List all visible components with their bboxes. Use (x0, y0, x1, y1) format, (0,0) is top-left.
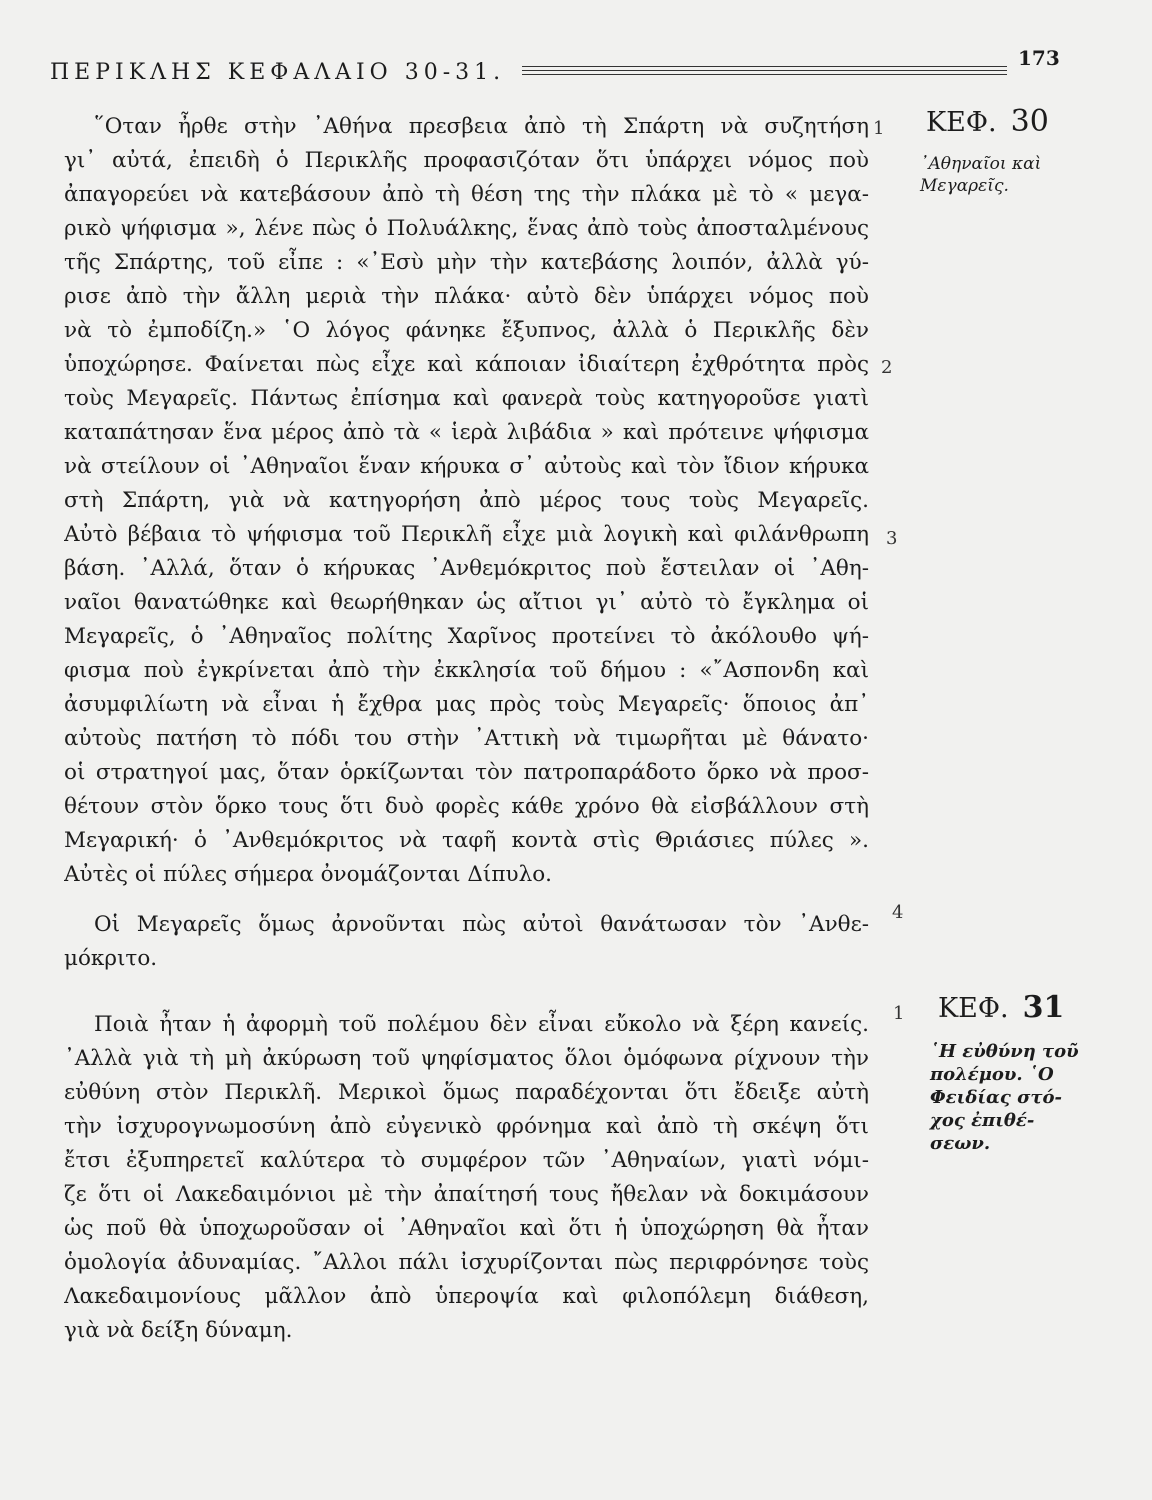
text-line: θέτουν στὸν ὅρκο τους ὅτι δυὸ φορὲς κάθε χρόνο θὰ εἰσβάλλουν στὴ (64, 794, 869, 819)
text-line: ἀσυμφιλίωτη νὰ εἶναι ἡ ἔχθρα μας πρὸς τοὺς Μεγαρεῖς· ὅποιος ἀπ᾿ (64, 692, 869, 717)
text-line: Ποιὰ ἦταν ἡ ἀφορμὴ τοῦ πολέμου δὲν εἶναι εὔκολο νὰ ξέρη κανείς. (94, 1012, 869, 1037)
summary-line: ᾿Αθηναῖοι καὶ (920, 154, 1042, 174)
text-line: ρισε ἀπὸ τὴν ἄλλη μεριὰ τὴν πλάκα· αὐτὸ δὲν ὑπάρχει νόμος ποὺ (64, 284, 869, 309)
text-line: τῆς Σπάρτης, τοῦ εἶπε : «᾿Εσὺ μὴν τὴν κατεβάσης λοιπόν, ἀλλὰ γύ- (64, 250, 869, 275)
sentence-number: 2 (881, 357, 893, 378)
text-line: ὡς ποῦ θὰ ὑποχωροῦσαν οἱ ᾿Αθηναῖοι καὶ ὅτι ἡ ὑποχώρηση θὰ ἦταν (64, 1216, 869, 1241)
text-line: νὰ τὸ ἐμποδίζη.» ῾Ο λόγος φάνηκε ἔξυπνος, ἀλλὰ ὁ Περικλῆς δὲν (64, 318, 869, 343)
chapter-31-summary (930, 1040, 1110, 1155)
summary-line: σεων. (930, 1133, 991, 1154)
summary-line: Φειδίας στό- (930, 1087, 1062, 1108)
text-line: αὐτοὺς πατήση τὸ πόδι του στὴν ᾿Αττικὴ νὰ τιμωρῆται μὲ θάνατο· (64, 726, 869, 751)
chapter-30-summary (920, 153, 1100, 197)
text-line: Μεγαρεῖς, ὁ ᾿Αθηναῖος πολίτης Χαρῖνος προτείνει τὸ ἀκόλουθο ψή- (64, 624, 869, 649)
text-line: Αὐτὲς οἱ πύλες σήμερα ὀνομάζονται Δίπυλο. (64, 862, 552, 887)
summary-line: χος ἐπιθέ- (930, 1110, 1035, 1131)
text-line: ὑποχώρησε. Φαίνεται πὼς εἶχε καὶ κάποιαν ἰδιαίτερη ἐχθρότητα πρὸς (64, 352, 869, 377)
running-header-title: ΠΕΡΙΚΛΗΣ ΚΕΦΑΛΑΙΟ 30-31. (50, 60, 506, 85)
text-line: Οἱ Μεγαρεῖς ὅμως ἀρνοῦνται πὼς αὐτοὶ θανάτωσαν τὸν ᾿Ανθε- (94, 912, 869, 937)
text-line: τοὺς Μεγαρεῖς. Πάντως ἐπίσημα καὶ φανερὰ τοὺς κατηγοροῦσε γιατὶ (64, 386, 869, 411)
text-line: φισμα ποὺ ἐγκρίνεται ἀπὸ τὴν ἐκκλησία τοῦ δήμου : «῎Ασπονδη καὶ (64, 658, 869, 683)
text-line: ἔτσι ἐξυπηρετεῖ καλύτερα τὸ συμφέρον τῶν ᾿Αθηναίων, γιατὶ νόμι- (64, 1148, 869, 1173)
text-line: Αὐτὸ βέβαια τὸ ψήφισμα τοῦ Περικλῆ εἶχε μιὰ λογικὴ καὶ φιλάνθρωπη (64, 522, 869, 547)
text-line: οἱ στρατηγοί μας, ὅταν ὁρκίζωνται τὸν πατροπαράδοτο ὅρκο νὰ προσ- (64, 760, 869, 785)
text-line: βάση. ᾿Αλλά, ὅταν ὁ κήρυκας ᾿Ανθεμόκριτος ποὺ ἔστειλαν οἱ ᾿Αθη- (64, 556, 869, 581)
chapter-30-heading (926, 104, 1049, 139)
summary-line: πολέμου. ῾Ο (930, 1064, 1054, 1085)
text-line: ζε ὅτι οἱ Λακεδαιμόνιοι μὲ τὴν ἀπαίτησή τους ἤθελαν νὰ δοκιμάσουν (64, 1182, 869, 1207)
text-line: ᾿Αλλὰ γιὰ τὴ μὴ ἀκύρωση τοῦ ψηφίσματος ὅλοι ὁμόφωνα ρίχνουν τὴν (64, 1046, 869, 1071)
chapter-number: 30 (1010, 104, 1049, 139)
chapter-30-paragraph-1 (64, 110, 869, 892)
text-line: Λακεδαιμονίους μᾶλλον ἀπὸ ὑπεροψία καὶ φιλοπόλεμη διάθεση, (64, 1284, 869, 1309)
sentence-number: 3 (886, 528, 898, 549)
text-line: γιὰ νὰ δείξη δύναμη. (64, 1318, 293, 1343)
text-line: καταπάτησαν ἕνα μέρος ἀπὸ τὰ « ἱερὰ λιβάδια » καὶ πρότεινε ψήφισμα (64, 420, 869, 445)
header-rule (522, 66, 1007, 76)
sentence-number: 1 (893, 1003, 905, 1024)
text-line: ναῖοι θανατώθηκε καὶ θεωρήθηκαν ὡς αἴτιοι γι᾿ αὐτὸ τὸ ἔγκλημα οἱ (64, 590, 869, 615)
chapter-30-paragraph-2 (64, 908, 869, 976)
text-line: μόκριτο. (64, 946, 158, 971)
chapter-label: ΚΕΦ. (938, 993, 1009, 1024)
chapter-31-heading (938, 990, 1064, 1025)
chapter-number: 31 (1022, 990, 1065, 1025)
text-line: νὰ στείλουν οἱ ᾿Αθηναῖοι ἕναν κήρυκα σ᾿ αὐτοὺς καὶ τὸν ἴδιον κήρυκα (64, 454, 869, 479)
text-line: ὁμολογία ἀδυναμίας. ῎Αλλοι πάλι ἰσχυρίζονται πὼς περιφρόνησε τοὺς (64, 1250, 869, 1275)
text-line: γι᾿ αὐτά, ἐπειδὴ ὁ Περικλῆς προφασιζόταν ὅτι ὑπάρχει νόμος ποὺ (64, 148, 869, 173)
chapter-label: ΚΕΦ. (926, 107, 997, 138)
text-line: ρικὸ ψήφισμα », λένε πὼς ὁ Πολυάλκης, ἕνας ἀπὸ τοὺς ἀποσταλμένους (64, 216, 869, 241)
sentence-number: 4 (892, 902, 904, 923)
text-line: τὴν ἰσχυρογνωμοσύνη ἀπὸ εὐγενικὸ φρόνημα καὶ ἀπὸ τὴ σκέψη ὅτι (64, 1114, 869, 1139)
text-line: στὴ Σπάρτη, γιὰ νὰ κατηγορήση ἀπὸ μέρος τους τοὺς Μεγαρεῖς. (64, 488, 869, 513)
text-line: Μεγαρική· ὁ ᾿Ανθεμόκριτος νὰ ταφῆ κοντὰ στὶς Θριάσιες πύλες ». (64, 828, 869, 853)
sentence-number: 1 (873, 118, 885, 139)
summary-line: Μεγαρεῖς. (920, 176, 1009, 196)
text-line: εὐθύνη στὸν Περικλῆ. Μερικοὶ ὅμως παραδέχονται ὅτι ἔδειξε αὐτὴ (64, 1080, 869, 1105)
text-line: ἀπαγορεύει νὰ κατεβάσουν ἀπὸ τὴ θέση της τὴν πλάκα μὲ τὸ « μεγα- (64, 182, 869, 207)
summary-line: ῾Η εὐθύνη τοῦ (930, 1041, 1079, 1062)
page-number: 173 (1018, 46, 1060, 70)
text-line: ῞Οταν ἦρθε στὴν ᾿Αθήνα πρεσβεια ἀπὸ τὴ Σπάρτη νὰ συζητήση (94, 114, 869, 139)
chapter-31-paragraph-1 (64, 1008, 869, 1348)
